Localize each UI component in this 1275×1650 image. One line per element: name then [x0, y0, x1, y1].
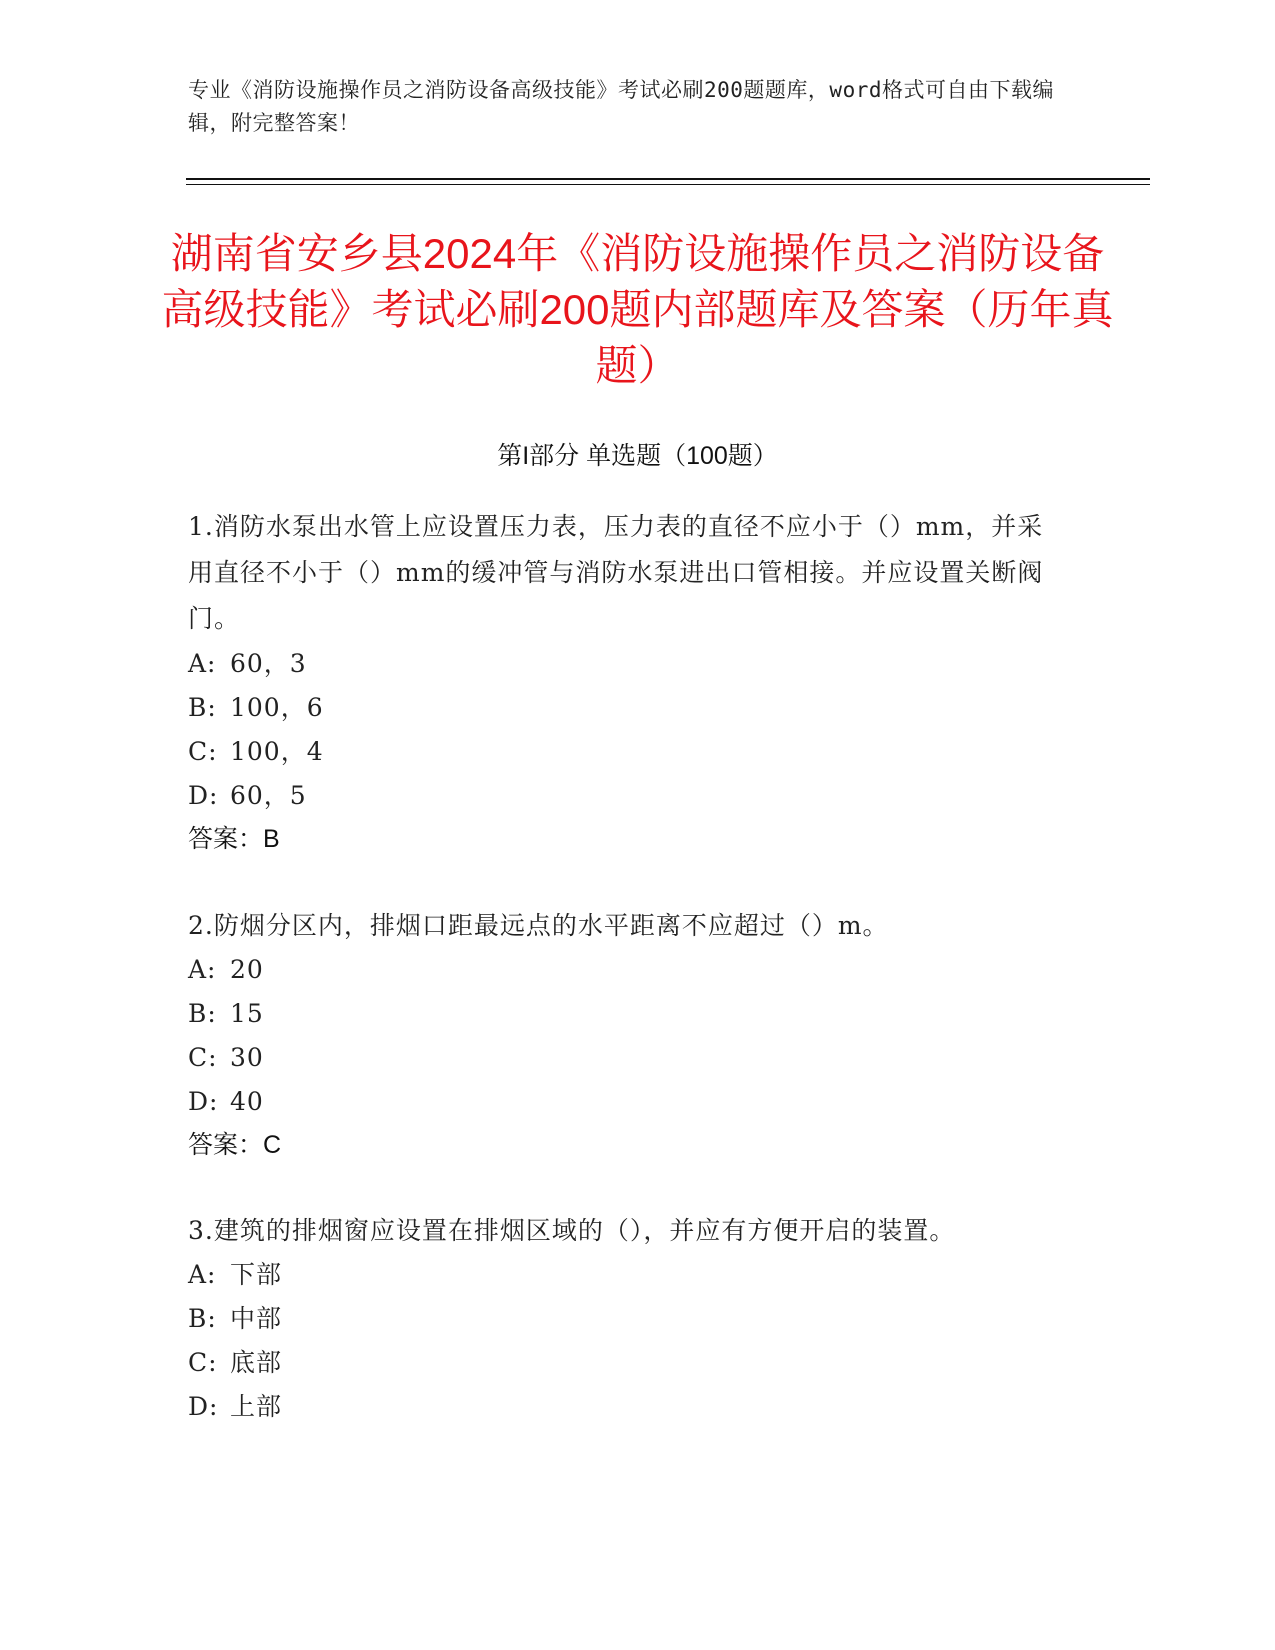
question-3-stem: 3.建筑的排烟窗应设置在排烟区域的（），并应有方便开启的装置。	[188, 1216, 956, 1245]
option-label: A:	[188, 955, 217, 984]
question-2-stem: 2.防烟分区内，排烟口距最远点的水平距离不应超过（）m。	[188, 911, 889, 940]
document-title: 湖南省安乡县2024年《消防设施操作员之消防设备高级技能》考试必刷200题内部题库及答案（历年真题）	[161, 230, 1114, 389]
question-2-option-d	[188, 1079, 264, 1125]
option-text: 底部	[230, 1348, 283, 1377]
option-text: 40	[230, 1087, 264, 1116]
option-label: A:	[188, 1260, 217, 1289]
option-text: 中部	[230, 1304, 283, 1333]
question-3-option-b	[188, 1296, 282, 1342]
question-1-option-d	[188, 773, 307, 819]
option-label: C:	[188, 1348, 218, 1377]
option-label: D:	[188, 1392, 219, 1421]
option-text: 100，6	[230, 693, 324, 722]
option-label: B:	[188, 1304, 217, 1333]
question-2-option-c	[188, 1035, 264, 1081]
question-3-option-a	[188, 1252, 282, 1298]
option-label: B:	[188, 999, 217, 1028]
option-text: 下部	[230, 1260, 283, 1289]
header-note: 专业《消防设施操作员之消防设备高级技能》考试必刷200题题库，word格式可自由下载编辑，附完整答案！	[188, 78, 1054, 135]
header-divider-thick	[186, 178, 1150, 180]
option-label: D:	[188, 1087, 219, 1116]
question-2-option-a	[188, 947, 264, 993]
option-label: C:	[188, 737, 218, 766]
question-2-option-b	[188, 991, 264, 1037]
question-2-answer: 答案：C	[188, 1131, 282, 1159]
option-text: 30	[230, 1043, 264, 1072]
option-text: 60，3	[230, 649, 307, 678]
question-1-answer: 答案：B	[188, 825, 280, 853]
option-label: C:	[188, 1043, 218, 1072]
question-3-option-d	[188, 1384, 282, 1430]
question-1-option-b	[188, 685, 324, 731]
option-text: 60，5	[230, 781, 307, 810]
option-text: 上部	[230, 1392, 283, 1421]
section-heading: 第I部分 单选题（100题）	[497, 442, 778, 470]
header-divider-thin	[186, 184, 1150, 185]
option-text: 15	[230, 999, 264, 1028]
option-label: A:	[188, 649, 217, 678]
option-text: 100，4	[230, 737, 324, 766]
option-label: D:	[188, 781, 219, 810]
question-1-option-c	[188, 729, 324, 775]
option-text: 20	[230, 955, 264, 984]
question-1-stem: 1.消防水泵出水管上应设置压力表，压力表的直径不应小于（）mm，并采用直径不小于（）mm的缓冲管与消防水泵进出口管相接。并应设置关断阀门。	[188, 512, 1044, 633]
question-1-option-a	[188, 641, 307, 687]
question-3-option-c	[188, 1340, 282, 1386]
option-label: B:	[188, 693, 217, 722]
